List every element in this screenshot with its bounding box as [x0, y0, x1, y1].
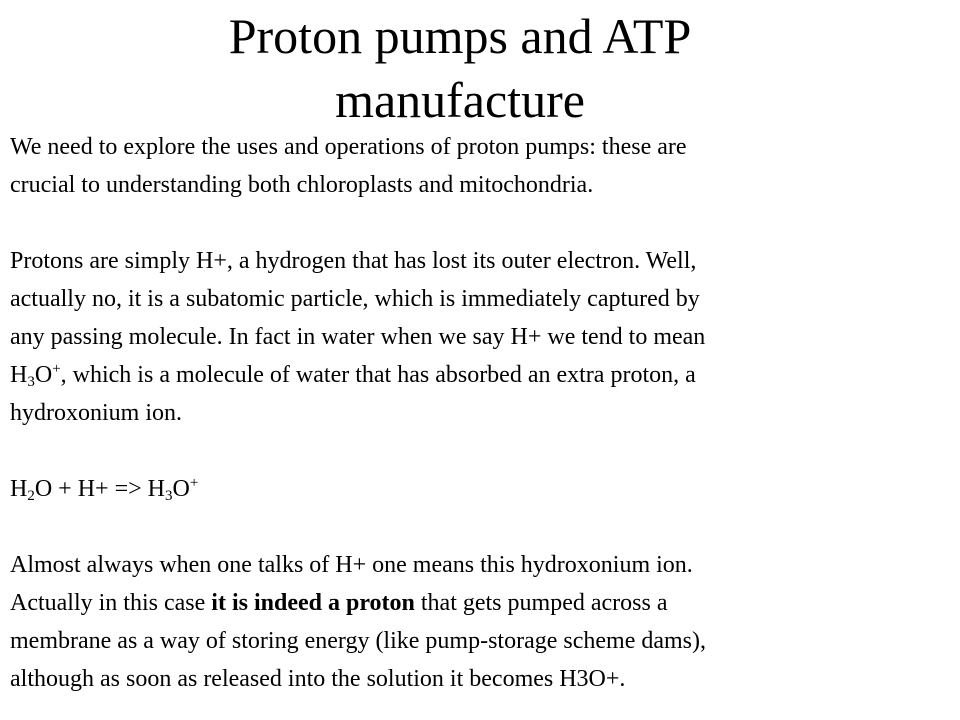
- equation: [10, 470, 950, 508]
- paragraph-line: Protons are simply H+, a hydrogen that has lost its outer electron. Well,: [10, 248, 697, 274]
- equation-line: [10, 470, 950, 508]
- formula-o: O: [34, 362, 53, 388]
- equation-superscript: +: [189, 475, 199, 491]
- text-segment: Actually in this case: [10, 590, 212, 616]
- paragraph-line-formula: [10, 356, 950, 394]
- paragraph-line: We need to explore the uses and operations of proton pumps: these are: [10, 134, 687, 160]
- slide-body: [10, 128, 950, 698]
- equation-middle: O + H+ => H: [34, 476, 165, 502]
- formula-rest: , which is a molecule of water that has absorbed an extra proton, a: [60, 362, 696, 388]
- emphasis-text: it is indeed a proton: [211, 590, 415, 616]
- text-segment: that gets pumped across a: [414, 590, 668, 616]
- paragraph-line: Almost always when one talks of H+ one means this hydroxonium ion.: [10, 552, 693, 578]
- title-line-1: Proton pumps and ATP: [228, 8, 692, 64]
- formula-subscript: 3: [27, 374, 35, 390]
- paragraph-line: although as soon as released into the solution it becomes H3O+.: [10, 666, 626, 692]
- equation-h: H: [10, 476, 28, 502]
- paragraph-protons: [10, 242, 950, 432]
- equation-subscript-3: 3: [164, 488, 173, 504]
- paragraph-intro: [10, 128, 950, 204]
- paragraph-line: any passing molecule. In fact in water when we say H+ we tend to mean: [10, 324, 706, 350]
- equation-subscript-2: 2: [27, 488, 35, 504]
- paragraph-hydroxonium: [10, 546, 950, 698]
- paragraph-line: hydroxonium ion.: [10, 400, 182, 426]
- formula-superscript: +: [52, 361, 61, 377]
- slide-title: [0, 4, 920, 132]
- paragraph-line: [10, 584, 950, 622]
- paragraph-line: membrane as a way of storing energy (like pump-storage scheme dams),: [10, 628, 706, 654]
- equation-o: O: [172, 476, 190, 502]
- paragraph-line: actually no, it is a subatomic particle, which is immediately captured by: [10, 286, 700, 312]
- paragraph-line: crucial to understanding both chloroplasts and mitochondria.: [10, 172, 594, 198]
- formula-h: H: [10, 362, 28, 388]
- title-line-2: manufacture: [335, 72, 585, 128]
